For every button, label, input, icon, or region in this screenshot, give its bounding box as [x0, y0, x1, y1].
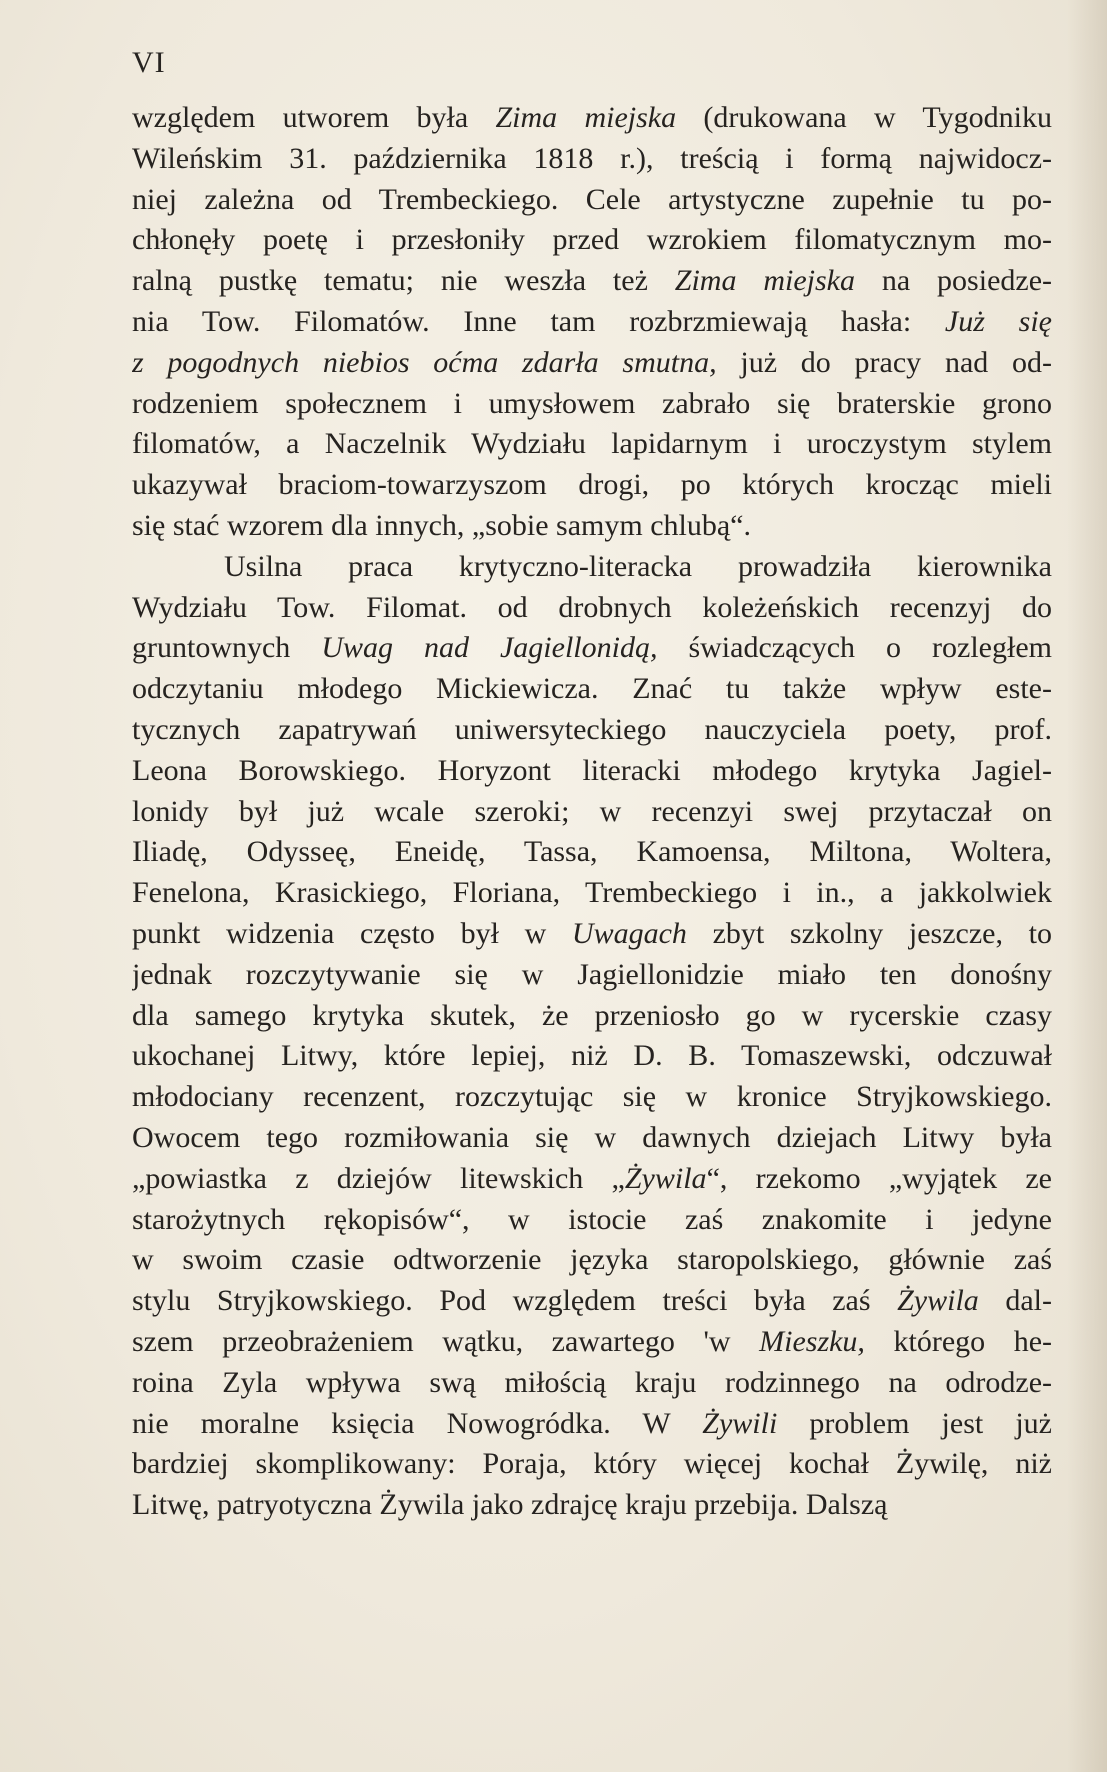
text-line — [132, 220, 1052, 261]
text-run: już do pracy nad od- — [716, 345, 1052, 379]
text-line — [132, 1200, 1052, 1241]
italic-title: Zima miejska — [495, 101, 677, 134]
text-line — [132, 1118, 1052, 1159]
text-line — [132, 832, 1052, 873]
text-run: niej zależna od Trembeckiego. Cele artystyczne zupełnie tu po- — [132, 182, 1052, 216]
italic-title: Już się — [944, 304, 1052, 338]
text-line — [132, 261, 1052, 302]
italic-title: Zima miejska — [674, 264, 855, 298]
page-edge-shadow — [1067, 0, 1107, 1772]
text-line — [132, 710, 1052, 751]
italic-title: Żywila — [897, 1284, 979, 1318]
text-line — [132, 873, 1052, 914]
italic-title: Żywili — [702, 1406, 778, 1440]
text-run: starożytnych rękopisów“, w istocie zaś znakomite i jedyne — [132, 1202, 1052, 1236]
text-run: “, rzekomo „wyjątek ze — [706, 1161, 1052, 1195]
text-line — [132, 547, 1052, 588]
text-run: filomatów, a Naczelnik Wydziału lapidarnym i uroczystym stylem — [132, 427, 1052, 461]
text-line — [132, 343, 1052, 384]
text-line — [132, 628, 1052, 669]
text-run: szem przeobrażeniem wątku, zawartego 'w — [132, 1324, 760, 1358]
text-line — [132, 914, 1052, 955]
text-line — [132, 1281, 1052, 1322]
text-run: dal- — [978, 1284, 1052, 1318]
text-run: „powiastka z dziejów litewskich „ — [132, 1161, 625, 1195]
text-run: tycznych zapatrywań uniwersyteckiego nauczyciela poety, prof. — [132, 712, 1052, 746]
body-text — [132, 98, 1052, 1526]
text-run: zbyt szkolny jeszcze, to — [686, 916, 1052, 950]
text-run: nia Tow. Filomatów. Inne tam rozbrzmiewają hasła: — [132, 304, 945, 338]
text-line — [132, 384, 1052, 425]
text-run: nie moralne księcia Nowogródka. W — [132, 1406, 703, 1440]
text-line — [132, 139, 1052, 180]
text-line — [132, 1363, 1052, 1404]
text-run: Owocem tego rozmiłowania się w dawnych dziejach Litwy była — [132, 1120, 1052, 1154]
text-run: gruntownych — [132, 631, 322, 665]
text-run: w swoim czasie odtworzenie języka staropolskiego, głównie zaś — [132, 1243, 1052, 1277]
text-line — [132, 506, 1052, 547]
text-run: Iliadę, Odysseę, Eneidę, Tassa, Kamoensa, Miltona, Woltera, — [132, 835, 1052, 869]
text-run: na posiedze- — [854, 264, 1052, 298]
text-run: bardziej skomplikowany: Poraja, który więcej kochał Żywilę, niż — [132, 1447, 1052, 1481]
text-run: którego he- — [864, 1324, 1052, 1358]
text-line — [132, 669, 1052, 710]
text-line — [132, 98, 1052, 139]
text-run: (drukowana w Tygodniku — [676, 101, 1052, 134]
text-run: jednak rozczytywanie się w Jagiellonidzie miało ten donośny — [132, 957, 1052, 991]
text-line — [132, 751, 1052, 792]
italic-title: z pogodnych niebios oćma zdarła smutna, — [132, 345, 717, 379]
text-line — [132, 792, 1052, 833]
text-line — [132, 1322, 1052, 1363]
italic-title: Uwagach — [571, 916, 687, 950]
text-run: względem utworem była — [132, 101, 496, 134]
text-run: Fenelona, Krasickiego, Floriana, Trembeckiego i in., a jakkolwiek — [132, 876, 1052, 910]
text-run: młodociany recenzent, rozczytując się w kronice Stryjkowskiego. — [132, 1080, 1052, 1114]
text-run: ukazywał braciom-towarzyszom drogi, po których krocząc mieli — [132, 468, 1052, 502]
text-line — [132, 1240, 1052, 1281]
text-line — [132, 955, 1052, 996]
text-line — [132, 1159, 1052, 1200]
text-line — [132, 588, 1052, 629]
text-line — [132, 424, 1052, 465]
text-run: dla samego krytyka skutek, że przeniosło go w rycerskie czasy — [132, 998, 1052, 1032]
text-line — [132, 1404, 1052, 1445]
text-line — [132, 465, 1052, 506]
text-run: Litwę, patryotyczna Żywila jako zdrajcę kraju przebija. Dalszą — [132, 1488, 888, 1522]
page-number: VI — [132, 46, 166, 79]
text-run: odczytaniu młodego Mickiewicza. Znać tu także wpływ este- — [132, 672, 1052, 706]
italic-title: Mieszku, — [759, 1324, 865, 1358]
text-run: Leona Borowskiego. Horyzont literacki młodego krytyka Jagiel- — [132, 753, 1052, 787]
text-run: Wydziału Tow. Filomat. od drobnych koleżeńskich recenzyj do — [132, 590, 1052, 624]
text-run: ralną pustkę tematu; nie weszła też — [132, 264, 675, 298]
text-line — [132, 1485, 1052, 1526]
text-run: stylu Stryjkowskiego. Pod względem treści była zaś — [132, 1284, 898, 1318]
text-run: rodzeniem społecznem i umysłowem zabrało się braterskie grono — [132, 386, 1052, 420]
text-run: ukochanej Litwy, które lepiej, niż D. B. Tomaszewski, odczuwał — [132, 1039, 1052, 1073]
text-line — [132, 1036, 1052, 1077]
text-line — [132, 1444, 1052, 1485]
text-run: się stać wzorem dla innych, „sobie samym chlubą“. — [132, 508, 751, 542]
text-line — [132, 180, 1052, 221]
text-run: świadczących o rozległem — [657, 631, 1052, 665]
text-run: roina Zyla wpływa swą miłością kraju rodzinnego na odrodze- — [132, 1365, 1052, 1399]
text-line — [132, 996, 1052, 1037]
text-line — [132, 302, 1052, 343]
italic-title: Uwag nad Jagiellonidą, — [321, 631, 658, 665]
text-run: chłonęły poetę i przesłoniły przed wzrokiem filomatycznym mo- — [132, 223, 1052, 257]
text-run: Wileńskim 31. października 1818 r.), treścią i formą najwidocz- — [132, 141, 1052, 175]
text-line — [132, 1077, 1052, 1118]
text-run: punkt widzenia często był w — [132, 916, 572, 950]
text-run: problem jest już — [777, 1406, 1052, 1440]
italic-title: Żywila — [624, 1161, 707, 1195]
text-run: Usilna praca krytyczno-literacka prowadziła kierownika — [224, 549, 1052, 583]
text-run: lonidy był już wcale szeroki; w recenzyi swej przytaczał on — [132, 794, 1052, 828]
